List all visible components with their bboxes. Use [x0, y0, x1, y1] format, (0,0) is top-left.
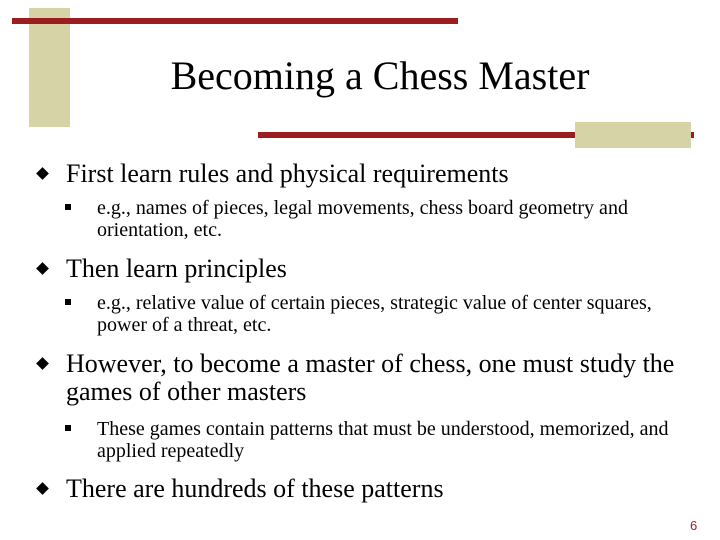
bullet-text: First learn rules and physical requirements [66, 159, 509, 188]
sub-bullet-item [97, 292, 697, 336]
bullet-text: However, to become a master of chess, one must study the games of other masters [66, 349, 675, 406]
decorative-red-line-top [12, 18, 458, 24]
diamond-bullet-icon [36, 262, 49, 275]
page-number: 6 [690, 518, 698, 533]
bullet-text: Then learn principles [66, 254, 287, 283]
decorative-tan-bar-right [575, 122, 691, 148]
bullet-item [66, 160, 706, 188]
diamond-bullet-icon [36, 482, 49, 495]
square-bullet-icon [65, 299, 71, 305]
sub-bullet-item [97, 418, 687, 462]
slide-title: Becoming a Chess Master [170, 53, 590, 98]
sub-bullet-text: e.g., relative value of certain pieces, strategic value of center squares, power of a threat, etc. [97, 292, 652, 336]
sub-bullet-item [97, 197, 687, 241]
diamond-bullet-icon [36, 167, 49, 180]
bullet-item [66, 255, 706, 283]
bullet-text: There are hundreds of these patterns [66, 474, 444, 503]
diamond-bullet-icon [36, 357, 49, 370]
bullet-item [66, 475, 706, 503]
square-bullet-icon [65, 204, 71, 210]
square-bullet-icon [65, 425, 71, 431]
bullet-item [66, 350, 696, 406]
decorative-tan-bar-left [29, 8, 70, 127]
sub-bullet-text: e.g., names of pieces, legal movements, chess board geometry and orientation, etc. [97, 197, 628, 241]
sub-bullet-text: These games contain patterns that must be understood, memorized, and applied repeatedly [97, 418, 669, 462]
